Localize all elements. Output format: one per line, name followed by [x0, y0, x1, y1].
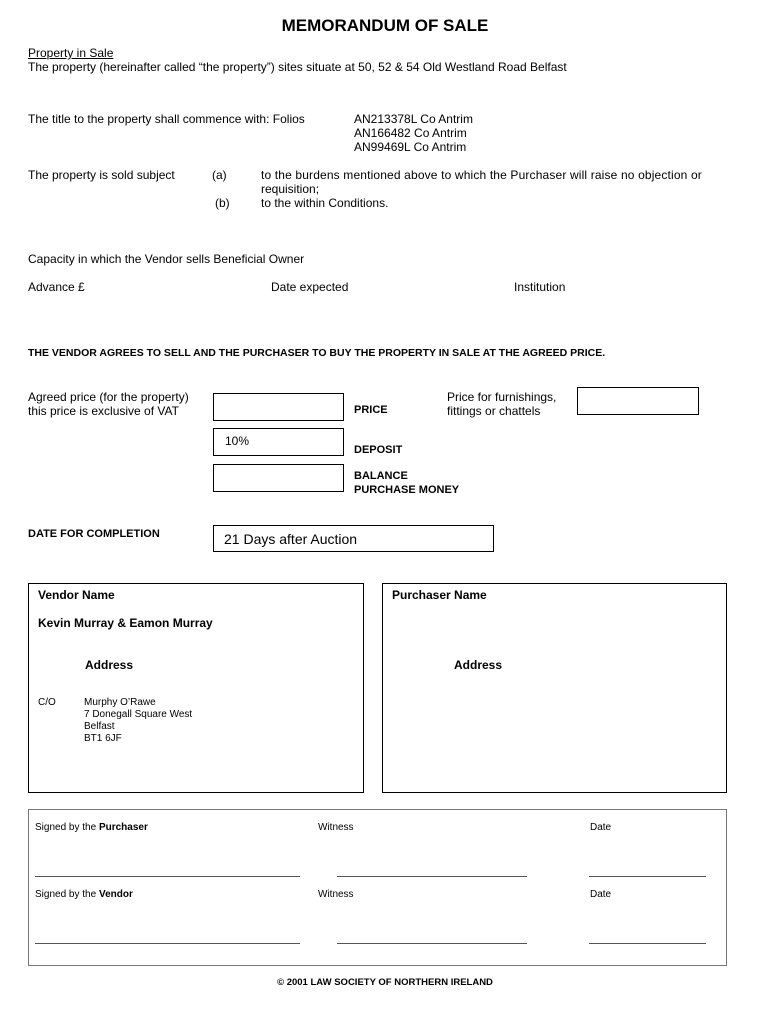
vendor-word: Vendor: [98, 889, 133, 900]
subject-label: The property is sold subject: [28, 168, 175, 182]
furnishings-price-field[interactable]: [577, 387, 699, 415]
purchaser-signature-line[interactable]: [35, 876, 300, 877]
folio-item: AN166482 Co Antrim: [354, 126, 467, 140]
purchaser-box: [382, 583, 727, 793]
vendor-address-heading: Address: [85, 658, 134, 672]
furnishings-label: Price for furnishings,: [447, 390, 557, 404]
subject-a-text-cont: requisition;: [261, 182, 320, 196]
page-title: MEMORANDUM OF SALE: [281, 16, 489, 35]
vendor-address-line: 7 Donegall Square West: [84, 709, 193, 720]
vendor-name-heading: Vendor Name: [38, 588, 115, 602]
completion-date-field[interactable]: [213, 525, 494, 552]
furnishings-label-cont: fittings or chattels: [447, 404, 541, 418]
price-field[interactable]: [213, 393, 344, 421]
subject-b-marker: (b): [215, 196, 230, 210]
balance-label: BALANCE: [354, 470, 408, 482]
deposit-label: DEPOSIT: [354, 444, 403, 456]
completion-date-value: 21 Days after Auction: [224, 531, 358, 547]
completion-label: DATE FOR COMPLETION: [28, 528, 160, 540]
subject-a-text: to the burdens mentioned above to which the Purchaser will raise no objection or: [261, 168, 702, 182]
deposit-field[interactable]: [213, 428, 344, 456]
copyright-footer: © 2001 LAW SOCIETY OF NORTHERN IRELAND: [277, 977, 493, 988]
folio-item: AN99469L Co Antrim: [354, 140, 467, 154]
agreed-price-label: Agreed price (for the property): [28, 390, 189, 404]
price-label: PRICE: [354, 404, 388, 416]
purchaser-witness-line[interactable]: [337, 876, 527, 877]
vendor-date-label: Date: [590, 889, 612, 900]
agreement-statement: THE VENDOR AGREES TO SELL AND THE PURCHASER TO BUY THE PROPERTY IN SALE AT THE AGREED PRICE.: [28, 347, 606, 359]
vendor-date-line[interactable]: [589, 943, 706, 944]
purchaser-name-heading: Purchaser Name: [392, 588, 487, 602]
subject-a-marker: (a): [212, 168, 227, 182]
vendor-co-label: C/O: [38, 697, 56, 708]
vendor-witness-label: Witness: [318, 889, 354, 900]
capacity-text: Capacity in which the Vendor sells Beneficial Owner: [28, 252, 305, 266]
purchaser-address-heading: Address: [454, 658, 503, 672]
vendor-name: Kevin Murray & Eamon Murray: [38, 616, 213, 630]
advance-label: Advance £: [28, 280, 85, 294]
vendor-address-line: Belfast: [84, 721, 115, 732]
folio-item: AN213378L Co Antrim: [354, 112, 473, 126]
subject-b-text: to the within Conditions.: [261, 196, 389, 210]
purchaser-word: Purchaser: [98, 822, 148, 833]
property-heading: Property in Sale: [28, 46, 114, 60]
vendor-address-line: BT1 6JF: [84, 733, 122, 744]
agreed-price-vat-note: this price is exclusive of VAT: [28, 404, 179, 418]
property-description: The property (hereinafter called “the property”) sites situate at 50, 52 & 54 Old Westland Road Belfast: [28, 60, 567, 74]
vendor-signature-line[interactable]: [35, 943, 300, 944]
deposit-value: 10%: [225, 434, 250, 448]
purchaser-witness-label: Witness: [318, 822, 354, 833]
purchaser-signature-label: Signed by the Purchaser: [35, 822, 148, 833]
balance-field[interactable]: [213, 464, 344, 492]
institution-label: Institution: [514, 280, 566, 294]
balance-label-cont: PURCHASE MONEY: [354, 484, 460, 496]
title-label: The title to the property shall commence with: Folios: [28, 112, 305, 126]
vendor-signature-label: Signed by the Vendor: [35, 889, 133, 900]
purchaser-date-line[interactable]: [589, 876, 706, 877]
vendor-witness-line[interactable]: [337, 943, 527, 944]
vendor-box: [28, 583, 364, 793]
purchaser-date-label: Date: [590, 822, 612, 833]
vendor-address-line: Murphy O’Rawe: [84, 697, 156, 708]
date-expected-label: Date expected: [271, 280, 349, 294]
